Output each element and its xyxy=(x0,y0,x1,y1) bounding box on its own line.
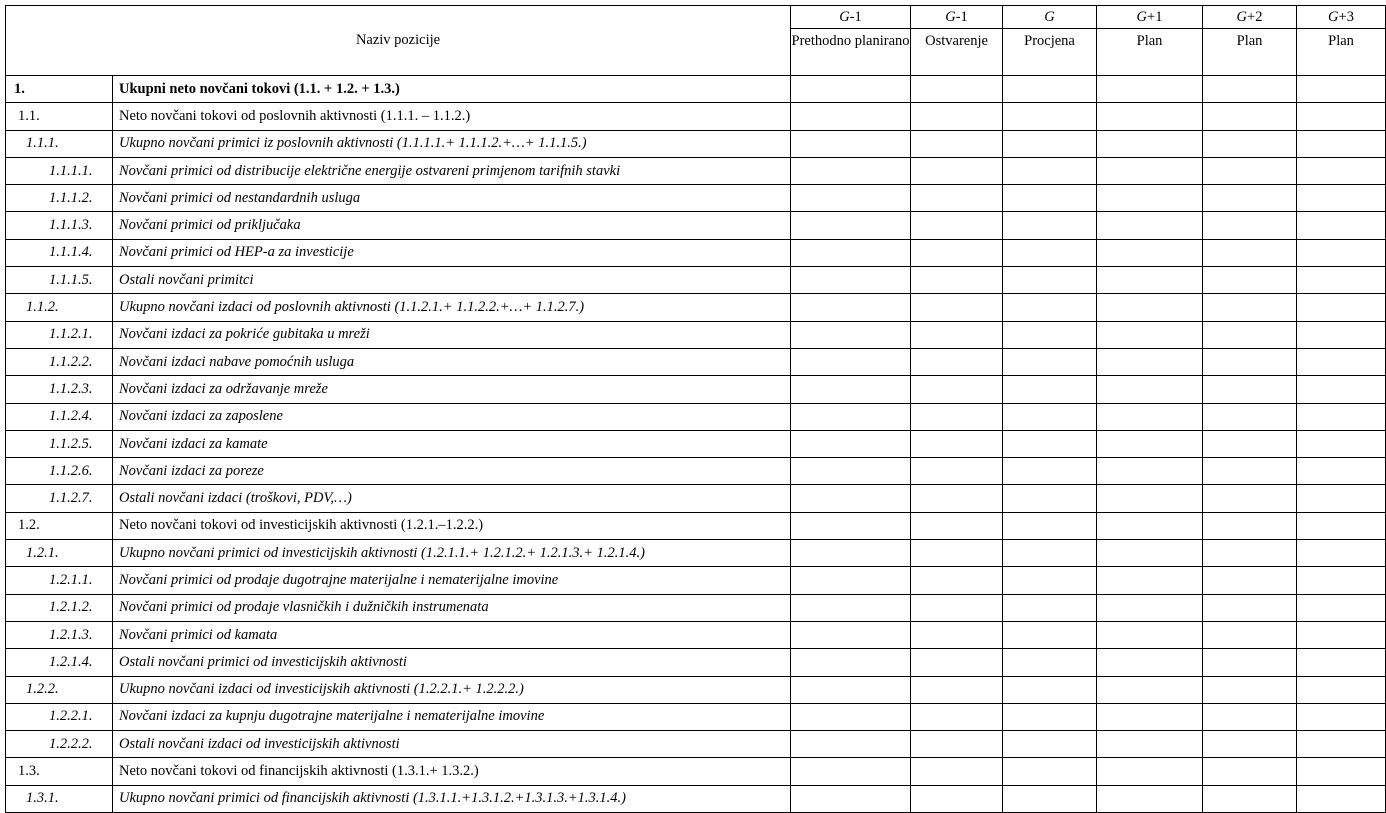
value-cell[interactable] xyxy=(1097,703,1203,730)
period-variable: G xyxy=(1236,8,1248,25)
row-code: 1.1.1.1. xyxy=(6,157,113,184)
value-cell[interactable] xyxy=(1297,130,1386,157)
table-header xyxy=(6,6,1386,76)
row-description: Ostali novčani primici od investicijskih aktivnosti xyxy=(113,649,791,676)
row-description: Novčani izdaci za kamate xyxy=(113,430,791,457)
value-cell[interactable] xyxy=(911,649,1003,676)
value-cell[interactable] xyxy=(1203,103,1297,130)
row-code: 1.1.2. xyxy=(6,294,113,321)
value-cell[interactable] xyxy=(911,185,1003,212)
value-cell[interactable] xyxy=(1097,376,1203,403)
value-cell[interactable] xyxy=(1297,621,1386,648)
value-cell[interactable] xyxy=(1297,458,1386,485)
period-variable: G xyxy=(945,8,956,25)
value-cell[interactable] xyxy=(791,485,911,512)
value-cell[interactable] xyxy=(911,376,1003,403)
value-cell[interactable] xyxy=(791,703,911,730)
value-cell[interactable] xyxy=(911,403,1003,430)
column-label: Prethodno planirano xyxy=(791,29,911,76)
value-cell[interactable] xyxy=(1003,676,1097,703)
value-cell[interactable] xyxy=(1297,403,1386,430)
value-cell[interactable] xyxy=(911,458,1003,485)
value-cell[interactable] xyxy=(1297,512,1386,539)
value-cell[interactable] xyxy=(1203,758,1297,785)
cash-flow-table xyxy=(5,5,1386,813)
value-cell[interactable] xyxy=(1203,785,1297,812)
value-cell[interactable] xyxy=(1203,212,1297,239)
value-cell[interactable] xyxy=(1097,267,1203,294)
value-cell[interactable] xyxy=(1097,239,1203,266)
value-cell[interactable] xyxy=(1097,430,1203,457)
value-cell[interactable] xyxy=(1203,403,1297,430)
value-cell[interactable] xyxy=(1297,321,1386,348)
row-code: 1.1.1.5. xyxy=(6,267,113,294)
value-cell[interactable] xyxy=(791,130,911,157)
value-cell[interactable] xyxy=(1297,376,1386,403)
row-code: 1.2.2.2. xyxy=(6,731,113,758)
value-cell[interactable] xyxy=(1003,294,1097,321)
value-cell[interactable] xyxy=(1203,649,1297,676)
row-code: 1.2.1.4. xyxy=(6,649,113,676)
value-cell[interactable] xyxy=(1203,458,1297,485)
value-cell[interactable] xyxy=(1297,212,1386,239)
row-description: Ukupni neto novčani tokovi (1.1. + 1.2. + 1.3.) xyxy=(113,76,791,103)
value-cell[interactable] xyxy=(1297,594,1386,621)
value-cell[interactable] xyxy=(911,731,1003,758)
row-code: 1.1.2.5. xyxy=(6,430,113,457)
row-code: 1.2.1. xyxy=(6,540,113,567)
value-cell[interactable] xyxy=(1203,321,1297,348)
row-code: 1. xyxy=(6,76,113,103)
value-cell[interactable] xyxy=(1003,458,1097,485)
row-description: Novčani izdaci za zaposlene xyxy=(113,403,791,430)
value-cell[interactable] xyxy=(1203,239,1297,266)
row-description: Neto novčani tokovi od investicijskih aktivnosti (1.2.1.–1.2.2.) xyxy=(113,512,791,539)
value-cell[interactable] xyxy=(1097,403,1203,430)
value-cell[interactable] xyxy=(911,621,1003,648)
row-code: 1.1.2.3. xyxy=(6,376,113,403)
period-variable: G xyxy=(839,8,850,25)
value-cell[interactable] xyxy=(1203,676,1297,703)
period-header xyxy=(1097,6,1203,29)
value-cell[interactable] xyxy=(791,103,911,130)
column-label: Plan xyxy=(1203,29,1297,76)
row-description: Neto novčani tokovi od poslovnih aktivnosti (1.1.1. – 1.1.2.) xyxy=(113,103,791,130)
row-description: Novčani izdaci za kupnju dugotrajne materijalne i nematerijalne imovine xyxy=(113,703,791,730)
value-cell[interactable] xyxy=(1003,785,1097,812)
value-cell[interactable] xyxy=(1297,567,1386,594)
table-row xyxy=(6,103,1386,130)
value-cell[interactable] xyxy=(1297,676,1386,703)
value-cell[interactable] xyxy=(911,267,1003,294)
value-cell[interactable] xyxy=(1203,540,1297,567)
table-row xyxy=(6,185,1386,212)
value-cell[interactable] xyxy=(1203,76,1297,103)
value-cell[interactable] xyxy=(1203,594,1297,621)
value-cell[interactable] xyxy=(1097,512,1203,539)
period-header xyxy=(1297,6,1386,29)
row-description: Neto novčani tokovi od financijskih aktivnosti (1.3.1.+ 1.3.2.) xyxy=(113,758,791,785)
value-cell[interactable] xyxy=(791,267,911,294)
value-cell[interactable] xyxy=(1203,157,1297,184)
value-cell[interactable] xyxy=(911,76,1003,103)
row-code: 1.2.1.3. xyxy=(6,621,113,648)
row-code: 1.2.2.1. xyxy=(6,703,113,730)
value-cell[interactable] xyxy=(911,103,1003,130)
value-cell[interactable] xyxy=(1297,239,1386,266)
value-cell[interactable] xyxy=(1003,485,1097,512)
value-cell[interactable] xyxy=(1003,376,1097,403)
period-suffix: +2 xyxy=(1247,8,1263,25)
row-description: Ukupno novčani izdaci od poslovnih aktivnosti (1.1.2.1.+ 1.1.2.2.+…+ 1.1.2.7.) xyxy=(113,294,791,321)
value-cell[interactable] xyxy=(1297,540,1386,567)
table-row xyxy=(6,321,1386,348)
value-cell[interactable] xyxy=(911,676,1003,703)
value-cell[interactable] xyxy=(1297,267,1386,294)
value-cell[interactable] xyxy=(1097,76,1203,103)
value-cell[interactable] xyxy=(791,294,911,321)
value-cell[interactable] xyxy=(1297,294,1386,321)
value-cell[interactable] xyxy=(791,540,911,567)
column-label: Procjena xyxy=(1003,29,1097,76)
period-suffix: +3 xyxy=(1338,8,1354,25)
value-cell[interactable] xyxy=(911,594,1003,621)
column-label: Plan xyxy=(1297,29,1386,76)
value-cell[interactable] xyxy=(791,376,911,403)
row-code: 1.2.1.2. xyxy=(6,594,113,621)
value-cell[interactable] xyxy=(791,567,911,594)
row-code: 1.3.1. xyxy=(6,785,113,812)
table-row xyxy=(6,594,1386,621)
value-cell[interactable] xyxy=(1003,512,1097,539)
value-cell[interactable] xyxy=(791,512,911,539)
value-cell[interactable] xyxy=(791,212,911,239)
value-cell[interactable] xyxy=(791,403,911,430)
row-description: Ukupno novčani primici od investicijskih aktivnosti (1.2.1.1.+ 1.2.1.2.+ 1.2.1.3.+ 1.2.1.4.) xyxy=(113,540,791,567)
period-header xyxy=(1203,6,1297,29)
value-cell[interactable] xyxy=(1097,594,1203,621)
row-description: Novčani izdaci za održavanje mreže xyxy=(113,376,791,403)
table-row xyxy=(6,348,1386,375)
value-cell[interactable] xyxy=(1003,157,1097,184)
value-cell[interactable] xyxy=(1297,649,1386,676)
column-label: Ostvarenje xyxy=(911,29,1003,76)
value-cell[interactable] xyxy=(1097,348,1203,375)
table-row xyxy=(6,157,1386,184)
table-row xyxy=(6,703,1386,730)
value-cell[interactable] xyxy=(1097,785,1203,812)
value-cell[interactable] xyxy=(911,130,1003,157)
row-code: 1.2. xyxy=(6,512,113,539)
period-suffix: +1 xyxy=(1147,8,1163,25)
value-cell[interactable] xyxy=(791,430,911,457)
value-cell[interactable] xyxy=(1097,621,1203,648)
value-cell[interactable] xyxy=(1003,130,1097,157)
value-cell[interactable] xyxy=(1097,185,1203,212)
value-cell[interactable] xyxy=(1097,540,1203,567)
value-cell[interactable] xyxy=(1003,267,1097,294)
period-variable: G xyxy=(1136,8,1148,25)
table-row xyxy=(6,621,1386,648)
value-cell[interactable] xyxy=(911,157,1003,184)
value-cell[interactable] xyxy=(1003,103,1097,130)
value-cell[interactable] xyxy=(1203,621,1297,648)
row-description: Novčani primici od prodaje dugotrajne materijalne i nematerijalne imovine xyxy=(113,567,791,594)
row-description: Novčani primici od kamata xyxy=(113,621,791,648)
value-cell[interactable] xyxy=(1097,485,1203,512)
value-cell[interactable] xyxy=(1203,485,1297,512)
value-cell[interactable] xyxy=(1097,649,1203,676)
table-row xyxy=(6,676,1386,703)
period-header xyxy=(791,6,911,29)
table-row xyxy=(6,294,1386,321)
value-cell[interactable] xyxy=(1297,348,1386,375)
value-cell[interactable] xyxy=(911,540,1003,567)
row-description: Novčani primici od nestandardnih usluga xyxy=(113,185,791,212)
row-code: 1.1.1. xyxy=(6,130,113,157)
value-cell[interactable] xyxy=(1003,239,1097,266)
value-cell[interactable] xyxy=(1097,212,1203,239)
value-cell[interactable] xyxy=(791,157,911,184)
table-row xyxy=(6,130,1386,157)
row-description: Novčani izdaci za poreze xyxy=(113,458,791,485)
value-cell[interactable] xyxy=(1003,185,1097,212)
value-cell[interactable] xyxy=(1003,594,1097,621)
column-label: Plan xyxy=(1097,29,1203,76)
value-cell[interactable] xyxy=(911,703,1003,730)
value-cell[interactable] xyxy=(791,785,911,812)
value-cell[interactable] xyxy=(911,294,1003,321)
value-cell[interactable] xyxy=(1003,321,1097,348)
value-cell[interactable] xyxy=(791,731,911,758)
table-row xyxy=(6,267,1386,294)
value-cell[interactable] xyxy=(1203,512,1297,539)
value-cell[interactable] xyxy=(1203,731,1297,758)
name-column-header: Naziv pozicije xyxy=(6,6,791,76)
table-body xyxy=(6,76,1386,813)
period-suffix: -1 xyxy=(955,8,968,25)
period-header xyxy=(1003,6,1097,29)
value-cell[interactable] xyxy=(791,321,911,348)
value-cell[interactable] xyxy=(1297,157,1386,184)
value-cell[interactable] xyxy=(1203,376,1297,403)
row-description: Ostali novčani izdaci (troškovi, PDV,…) xyxy=(113,485,791,512)
value-cell[interactable] xyxy=(1003,703,1097,730)
value-cell[interactable] xyxy=(1003,621,1097,648)
value-cell[interactable] xyxy=(791,239,911,266)
value-cell[interactable] xyxy=(911,512,1003,539)
value-cell[interactable] xyxy=(911,567,1003,594)
value-cell[interactable] xyxy=(1097,157,1203,184)
row-description: Novčani izdaci nabave pomoćnih usluga xyxy=(113,348,791,375)
row-code: 1.1. xyxy=(6,103,113,130)
table-row xyxy=(6,376,1386,403)
value-cell[interactable] xyxy=(1203,294,1297,321)
value-cell[interactable] xyxy=(1003,649,1097,676)
value-cell[interactable] xyxy=(1003,430,1097,457)
row-code: 1.1.2.4. xyxy=(6,403,113,430)
value-cell[interactable] xyxy=(791,458,911,485)
table-row xyxy=(6,239,1386,266)
value-cell[interactable] xyxy=(1203,130,1297,157)
period-variable: G xyxy=(1044,8,1055,25)
table-row xyxy=(6,758,1386,785)
table-row xyxy=(6,485,1386,512)
row-code: 1.3. xyxy=(6,758,113,785)
row-description: Ostali novčani primitci xyxy=(113,267,791,294)
table-row xyxy=(6,785,1386,812)
value-cell[interactable] xyxy=(1003,212,1097,239)
row-code: 1.2.1.1. xyxy=(6,567,113,594)
row-description: Ostali novčani izdaci od investicijskih aktivnosti xyxy=(113,731,791,758)
table-row xyxy=(6,731,1386,758)
value-cell[interactable] xyxy=(1297,185,1386,212)
table-row xyxy=(6,430,1386,457)
value-cell[interactable] xyxy=(791,758,911,785)
row-description: Ukupno novčani primici od financijskih aktivnosti (1.3.1.1.+1.3.1.2.+1.3.1.3.+1.3.1.4.) xyxy=(113,785,791,812)
table-row xyxy=(6,403,1386,430)
value-cell[interactable] xyxy=(1297,703,1386,730)
period-variable: G xyxy=(1328,8,1339,25)
value-cell[interactable] xyxy=(911,758,1003,785)
value-cell[interactable] xyxy=(1003,567,1097,594)
value-cell[interactable] xyxy=(791,649,911,676)
row-description: Novčani primici od prodaje vlasničkih i dužničkih instrumenata xyxy=(113,594,791,621)
row-description: Novčani primici od HEP-a za investicije xyxy=(113,239,791,266)
value-cell[interactable] xyxy=(1003,731,1097,758)
value-cell[interactable] xyxy=(1097,567,1203,594)
value-cell[interactable] xyxy=(1297,430,1386,457)
value-cell[interactable] xyxy=(911,239,1003,266)
value-cell[interactable] xyxy=(911,212,1003,239)
value-cell[interactable] xyxy=(1297,76,1386,103)
value-cell[interactable] xyxy=(791,348,911,375)
table-row xyxy=(6,540,1386,567)
value-cell[interactable] xyxy=(1297,485,1386,512)
table-row xyxy=(6,512,1386,539)
value-cell[interactable] xyxy=(1097,676,1203,703)
row-description: Novčani izdaci za pokriće gubitaka u mreži xyxy=(113,321,791,348)
row-code: 1.2.2. xyxy=(6,676,113,703)
table-row xyxy=(6,458,1386,485)
value-cell[interactable] xyxy=(911,430,1003,457)
value-cell[interactable] xyxy=(911,321,1003,348)
table-row xyxy=(6,649,1386,676)
value-cell[interactable] xyxy=(911,785,1003,812)
value-cell[interactable] xyxy=(1203,267,1297,294)
value-cell[interactable] xyxy=(1097,321,1203,348)
value-cell[interactable] xyxy=(1003,76,1097,103)
value-cell[interactable] xyxy=(1097,294,1203,321)
value-cell[interactable] xyxy=(1003,348,1097,375)
table-row xyxy=(6,76,1386,103)
value-cell[interactable] xyxy=(1297,785,1386,812)
row-description: Ukupno novčani primici iz poslovnih aktivnosti (1.1.1.1.+ 1.1.1.2.+…+ 1.1.1.5.) xyxy=(113,130,791,157)
period-header xyxy=(911,6,1003,29)
row-code: 1.1.1.4. xyxy=(6,239,113,266)
row-code: 1.1.2.6. xyxy=(6,458,113,485)
value-cell[interactable] xyxy=(1003,758,1097,785)
value-cell[interactable] xyxy=(1097,103,1203,130)
value-cell[interactable] xyxy=(791,621,911,648)
value-cell[interactable] xyxy=(791,76,911,103)
row-code: 1.1.1.3. xyxy=(6,212,113,239)
row-code: 1.1.2.7. xyxy=(6,485,113,512)
value-cell[interactable] xyxy=(911,485,1003,512)
row-description: Novčani primici od distribucije električne energije ostvareni primjenom tarifnih stavki xyxy=(113,157,791,184)
value-cell[interactable] xyxy=(1097,130,1203,157)
value-cell[interactable] xyxy=(1203,348,1297,375)
value-cell[interactable] xyxy=(791,676,911,703)
table-row xyxy=(6,212,1386,239)
row-code: 1.1.1.2. xyxy=(6,185,113,212)
row-code: 1.1.2.2. xyxy=(6,348,113,375)
value-cell[interactable] xyxy=(1003,540,1097,567)
value-cell[interactable] xyxy=(791,185,911,212)
row-code: 1.1.2.1. xyxy=(6,321,113,348)
value-cell[interactable] xyxy=(911,348,1003,375)
value-cell[interactable] xyxy=(1297,758,1386,785)
value-cell[interactable] xyxy=(1203,567,1297,594)
period-suffix: -1 xyxy=(849,8,862,25)
row-description: Novčani primici od priključaka xyxy=(113,212,791,239)
value-cell[interactable] xyxy=(1097,758,1203,785)
value-cell[interactable] xyxy=(1203,703,1297,730)
table-row xyxy=(6,567,1386,594)
value-cell[interactable] xyxy=(1097,731,1203,758)
value-cell[interactable] xyxy=(1203,185,1297,212)
value-cell[interactable] xyxy=(1203,430,1297,457)
value-cell[interactable] xyxy=(1097,458,1203,485)
value-cell[interactable] xyxy=(1297,731,1386,758)
row-description: Ukupno novčani izdaci od investicijskih aktivnosti (1.2.2.1.+ 1.2.2.2.) xyxy=(113,676,791,703)
value-cell[interactable] xyxy=(791,594,911,621)
value-cell[interactable] xyxy=(1003,403,1097,430)
value-cell[interactable] xyxy=(1297,103,1386,130)
